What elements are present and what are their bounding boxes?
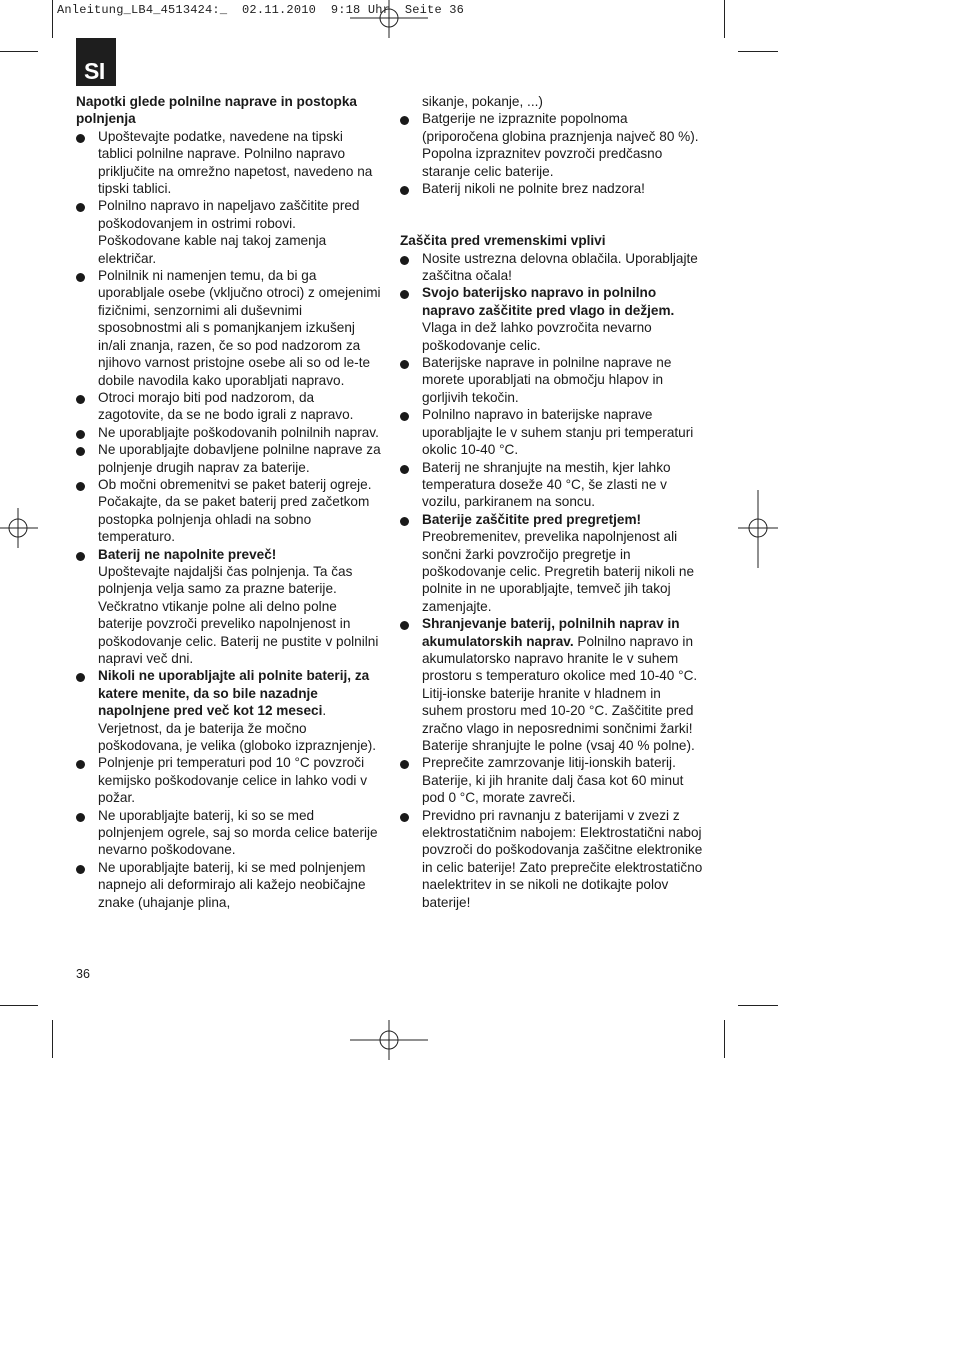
continued-text: sikanje, pokanje, ...) [422,94,543,109]
charger-instructions-list [76,128,381,911]
crop-mark [738,51,778,52]
bullet-icon [76,395,85,404]
bullet-icon [76,673,85,682]
list-item: Polnjenje pri temperaturi pod 10 °C povzroči kemijsko poškodovanje celice in lahko vodi v požar. [76,754,381,806]
list-item: Otroci morajo biti pod nadzorom, da zagotovite, da se ne bodo igrali z napravo. [76,389,381,424]
page-number: 36 [76,967,90,981]
registration-mark-bottom [350,1020,428,1060]
bullet-icon [400,116,409,125]
bullet-icon [400,256,409,265]
bullet-icon [76,813,85,822]
list-item: Batgerije ne izpraznite popolnoma (priporočena globina praznjenja največ 80 %). Popolna izpraznitev povzroči predčasno staranje celic baterije. [400,110,705,180]
bullet-icon [400,412,409,421]
bullet-icon [400,465,409,474]
list-item: Ne uporabljajte baterij, ki so se med polnjenjem ogrele, saj so morda celice baterije nevarno poškodovane. [76,807,381,859]
list-item: Polnilno napravo in baterijske naprave uporabljajte le v suhem stanju pri temperaturi okolic 10-40 °C. [400,406,705,458]
registration-mark-left [0,508,38,548]
bullet-icon [400,760,409,769]
bullet-icon [76,203,85,212]
bullet-icon [76,552,85,561]
crop-mark [52,0,53,38]
crop-mark [724,1020,725,1058]
crop-mark [0,51,38,52]
bullet-icon [76,865,85,874]
left-column [76,93,381,911]
list-item: Ne uporabljajte baterij, ki se med polnjenjem napnejo ali deformirajo ali kažejo neobičajne znake (uhajanje plina, [76,859,381,911]
bullet-icon [400,186,409,195]
list-item: Svojo baterijsko napravo in polnilno napravo zaščitite pred vlago in dežjem. Vlaga in dež lahko povzročita nevarno poškodovanje celic. [400,284,705,354]
bullet-icon [76,273,85,282]
print-header: Anleitung_LB4_4513424:_ 02.11.2010 9:18 Uhr Seite 36 [57,3,465,17]
list-item: Preprečite zamrzovanje litij-ionskih baterij. Baterije, ki jih hranite dalj časa kot 60 minut pod 0 °C, morate zavreči. [400,754,705,806]
list-item: Baterij nikoli ne polnite brez nadzora! [400,180,705,197]
section-heading-weather: Zaščita pred vremenskimi vplivi [400,233,606,249]
bullet-icon [76,760,85,769]
weather-protection-list [400,250,705,911]
bullet-icon [76,430,85,439]
bullet-icon [400,517,409,526]
list-item: Baterij ne napolnite preveč! Upoštevajte najdaljši čas polnjenja. Ta čas polnjenja velja samo za prazne baterije. Večkratno vtikanje polne ali delno polne baterije povzroči preveliko napolnjenost in poškodovanje celic. Baterij ne pustite v polnilni napravi več dni. [76,546,381,668]
section-heading-charger: Napotki glede polnilne naprave in postopka polnjenja [76,94,357,127]
registration-mark-top [350,0,428,38]
list-item: Polnilno napravo in napeljavo zaščitite pred poškodovanjem in ostrimi robovi. Poškodovane kable naj takoj zamenja električar. [76,197,381,267]
list-item: Baterijske naprave in polnilne naprave ne morete uporabljati na območju hlapov in gorljivih tekočin. [400,354,705,406]
list-item: Nosite ustrezna delovna oblačila. Uporabljajte zaščitna očala! [400,250,705,285]
list-item: Polnilnik ni namenjen temu, da bi ga uporabljale osebe (vključno otroci) z omejenimi fizičnimi, senzornimi ali duševnimi sposobnostmi ali s pomanjkanjem izkušenj in/ali znanja, razen, če so pod nadzorom za njihovo varnost pristojne osebe ali so od le-te dobile navodila kako uporabljati napravo. [76,267,381,389]
charger-instructions-list-continued [400,110,705,197]
bullet-icon [400,813,409,822]
list-item: Previdno pri ravnanju z baterijami v zvezi z elektrostatičnim nabojem: Elektrostatični naboj povzroči do poškodovanja zaščitne elektronike in celic baterije! Zato preprečite elektrostatično naelektritev in se nikoli ne dotikajte polov baterije! [400,807,705,911]
bullet-icon [76,447,85,456]
spacer [400,197,705,232]
list-item: Upoštevajte podatke, navedene na tipski tablici polnilne naprave. Polnilno napravo priključite na omrežno napetost, navedeno na tipski tablici. [76,128,381,198]
language-badge [76,38,116,86]
list-item: Ne uporabljajte poškodovanih polnilnih naprav. [76,424,381,441]
list-item: Ob močni obremenitvi se paket baterij ogreje. Počakajte, da se paket baterij pred začetkom postopka polnjenja ohladi na sobno temperaturo. [76,476,381,546]
crop-mark [738,1005,778,1006]
list-item: Nikoli ne uporabljajte ali polnite baterij, za katere menite, da so bile nazadnje napolnjene pred več kot 12 meseci. Verjetnost, da je baterija že močno poškodovana, je velika (globoko izpraznjenje). [76,667,381,754]
crop-mark [724,0,725,38]
crop-mark [0,1005,38,1006]
crop-mark [52,1020,53,1058]
bullet-icon [400,360,409,369]
list-item: Baterij ne shranjujte na mestih, kjer lahko temperatura doseže 40 °C, še zlasti ne v vozilu, parkiranem na soncu. [400,459,705,511]
registration-mark-right [738,490,778,568]
list-item: Baterije zaščitite pred pregretjem! Preobremenitev, prevelika napolnjenost ali sončni žarki povzročijo pregretje in poškodovanje celic. Pregretih baterij nikoli ne polnite in ne uporabljajte, temveč jih takoj zamenjajte. [400,511,705,615]
bullet-icon [76,482,85,491]
bullet-icon [400,621,409,630]
language-badge-label: SI [84,58,105,84]
right-column [400,93,705,911]
bullet-icon [400,290,409,299]
bullet-icon [76,134,85,143]
list-item: Ne uporabljajte dobavljene polnilne naprave za polnjenje drugih naprav za baterije. [76,441,381,476]
list-item: Shranjevanje baterij, polnilnih naprav in akumulatorskih naprav. Polnilno napravo in akumulatorsko napravo hranite le v suhem prostoru s temperaturo okolice med 10-40 °C. Litij-ionske baterije hranite v hladnem in suhem prostoru med 10-20 °C. Zaščitite pred zračno vlago in neposrednimi sončnimi žarki! Baterije shranjujte le polne (vsaj 40 % polne). [400,615,705,754]
